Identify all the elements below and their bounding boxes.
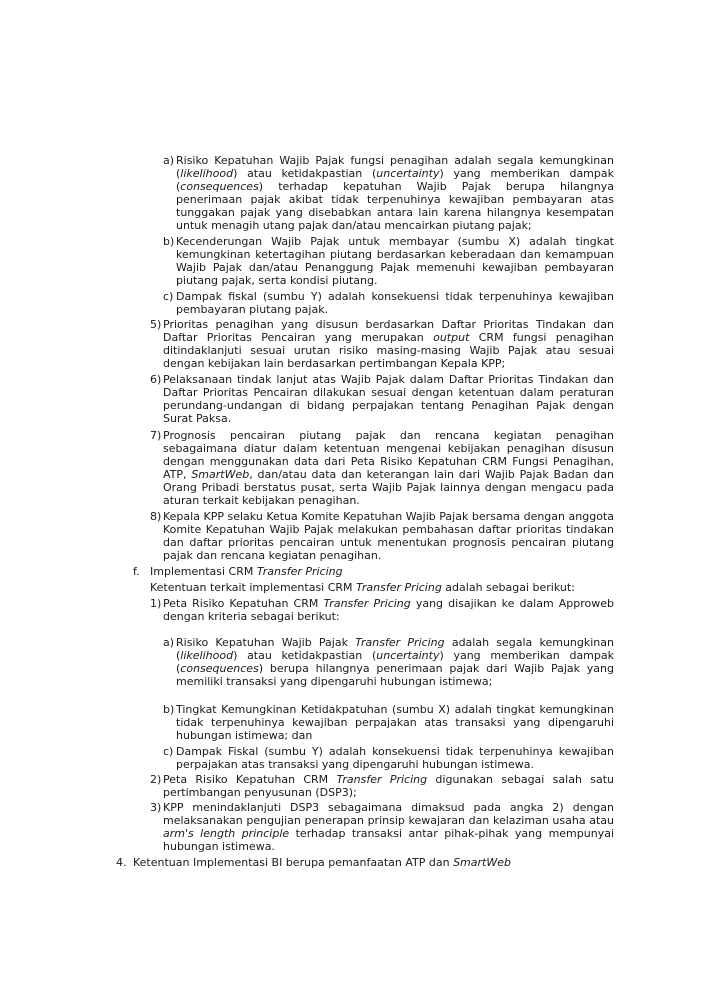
item-6: [150, 373, 614, 425]
item-a-1: [163, 154, 614, 232]
item-text: Prognosis pencairan piutang pajak dan rencana kegiatan penagihan sebagaimana diatur dalam ketentuan mengenai kebijakan penagihan disusun dengan menggunakan data dari Peta Risiko Kepatuhan CRM Fungsi Penagihan, ATP, SmartWeb, dan/atau data dan keterangan lain dari Wajib Pajak Badan dan Orang Pribadi berstatus pusat, serta Wajib Pajak lainnya dengan mengacu pada aturan terkait kebijakan penagihan.: [163, 429, 614, 507]
item-text: Tingkat Kemungkinan Ketidakpatuhan (sumbu X) adalah tingkat kemungkinan tidak terpenuhinya kewajiban perpajakan atas transaksi yang dipengaruhi hubungan istimewa; dan: [176, 703, 614, 742]
item-marker: 5): [150, 318, 162, 331]
item-text: Ketentuan terkait implementasi CRM Transfer Pricing adalah sebagai berikut:: [150, 581, 575, 594]
item-text: Peta Risiko Kepatuhan CRM Transfer Pricing yang disajikan ke dalam Approweb dengan kriteria sebagai berikut:: [163, 597, 614, 623]
item-text: Prioritas penagihan yang disusun berdasarkan Daftar Prioritas Tindakan dan Daftar Prioritas Pencairan yang merupakan output CRM fungsi penagihan ditindaklanjuti sesuai urutan risiko masing-masing Wajib Pajak atau sesuai dengan kebijakan lain berdasarkan pertimbangan Kepala KPP;: [163, 318, 614, 370]
item-marker: 1): [150, 597, 162, 610]
item-8: [150, 510, 614, 562]
item-marker: b): [163, 235, 175, 248]
item-marker: c): [163, 290, 174, 303]
item-marker: 6): [150, 373, 162, 386]
item-f-2: [150, 773, 614, 799]
item-a-2: [163, 636, 614, 688]
item-marker: 7): [150, 429, 162, 442]
item-marker: 3): [150, 801, 162, 814]
item-text: Kepala KPP selaku Ketua Komite Kepatuhan Wajib Pajak bersama dengan anggota Komite Kepatuhan Wajib Pajak melakukan pembahasan daftar prioritas tindakan dan daftar prioritas pencairan untuk menentukan prognosis pencairan piutang pajak dan rencana kegiatan penagihan.: [163, 510, 614, 562]
item-text: Dampak Fiskal (sumbu Y) adalah konsekuensi tidak terpenuhinya kewajiban perpajakan atas transaksi yang dipengaruhi hubungan istimewa.: [176, 745, 614, 771]
item-text: KPP menindaklanjuti DSP3 sebagaimana dimaksud pada angka 2) dengan melaksanakan pengujian penerapan prinsip kewajaran dan kelaziman usaha atau arm's length principle terhadap transaksi antar pihak-pihak yang mempunyai hubungan istimewa.: [163, 801, 615, 853]
item-text: Pelaksanaan tindak lanjut atas Wajib Pajak dalam Daftar Prioritas Tindakan dan Daftar Prioritas Pencairan dilakukan sesuai dengan ketentuan dalam peraturan perundang-undangan di bidang perpajakan tentang Penagihan Pajak dengan Surat Paksa.: [163, 373, 614, 425]
item-marker: b): [163, 703, 175, 716]
section-f-heading: [133, 565, 614, 578]
item-5: [150, 318, 614, 370]
item-text: Risiko Kepatuhan Wajib Pajak fungsi penagihan adalah segala kemungkinan (likelihood) atau ketidakpastian (uncertainty) yang memberikan dampak (consequences) terhadap kepatuhan Wajib Pajak berupa hilangnya penerimaan pajak akibat tidak terpenuhinya kewajiban pembayaran atas tunggakan pajak yang disebabkan antara lain karena hilangnya kesempatan untuk menagih utang pajak dan/atau mencairkan piutang pajak;: [176, 154, 614, 232]
item-7: [150, 429, 614, 507]
item-marker: a): [163, 636, 175, 649]
item-text: Risiko Kepatuhan Wajib Pajak Transfer Pricing adalah segala kemungkinan (likelihood) atau ketidakpastian (uncertainty) yang memberikan dampak (consequences) berupa hilangnya penerimaan pajak dari Wajib Pajak yang memiliki transaksi yang dipengaruhi hubungan istimewa;: [176, 636, 614, 688]
item-marker: f.: [133, 565, 140, 578]
item-c-2: [163, 745, 614, 771]
item-text: Implementasi CRM Transfer Pricing: [150, 565, 343, 578]
item-c-1: [163, 290, 614, 316]
item-f-1: [150, 597, 614, 623]
item-text: Ketentuan Implementasi BI berupa pemanfaatan ATP dan SmartWeb: [133, 856, 511, 869]
item-text: Peta Risiko Kepatuhan CRM Transfer Pricing digunakan sebagai salah satu pertimbangan penyusunan (DSP3);: [163, 773, 615, 799]
item-marker: c): [163, 745, 174, 758]
item-marker: 2): [150, 773, 162, 786]
item-b-2: [163, 703, 614, 742]
item-marker: 4.: [116, 856, 127, 869]
section-f-intro: [150, 581, 614, 594]
section-4-heading: [116, 856, 614, 869]
item-text: Kecenderungan Wajib Pajak untuk membayar (sumbu X) adalah tingkat kemungkinan ketertagihan piutang berdasarkan keberadaan dan kemampuan Wajib Pajak dan/atau Penanggung Pajak memenuhi kewajiban pembayaran piutang pajak, serta kondisi piutang.: [176, 235, 614, 287]
item-marker: a): [163, 154, 175, 167]
item-f-3: [150, 801, 614, 853]
item-text: Dampak fiskal (sumbu Y) adalah konsekuensi tidak terpenuhinya kewajiban pembayaran piutang pajak.: [176, 290, 614, 316]
item-marker: 8): [150, 510, 162, 523]
item-b-1: [163, 235, 614, 287]
